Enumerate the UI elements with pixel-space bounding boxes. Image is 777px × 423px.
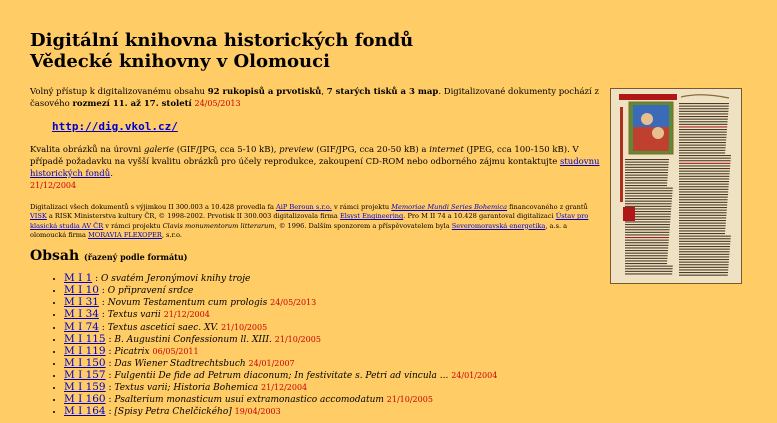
item-separator: : <box>105 334 115 345</box>
manuscript-title: Textus varii; Historia Bohemica <box>114 383 259 394</box>
item-separator: : <box>98 310 108 321</box>
manuscript-title: Textus varii <box>107 310 161 321</box>
content-item <box>64 309 600 321</box>
intro-date: 24/05/2013 <box>194 99 241 108</box>
item-separator: : <box>105 383 115 394</box>
item-separator: : <box>105 358 115 369</box>
content-subheading: (řazený podle formátu) <box>84 252 188 263</box>
reading-room-link[interactable]: studovnu historických fondů <box>30 157 600 179</box>
item-separator: : <box>98 298 108 309</box>
manuscript-link[interactable]: M I 159 <box>64 381 106 394</box>
manuscript-link[interactable]: M I 119 <box>64 344 106 357</box>
content-item <box>64 285 600 297</box>
content-item <box>64 358 600 370</box>
content-item <box>64 370 600 382</box>
manuscript-title: Fulgentii De fide ad Petrum diaconum; In festivitate s. Petri ad vincula ... <box>114 370 449 381</box>
item-separator: : <box>105 395 115 406</box>
content-item <box>64 273 600 285</box>
memoriae-mundi-link[interactable]: Memoriae Mundi Series Bohemica <box>391 203 508 211</box>
manuscript-link[interactable]: M I 150 <box>64 356 106 369</box>
content-item <box>64 346 600 358</box>
aip-beroun-link[interactable]: AiP Beroun s.r.o. <box>276 203 332 211</box>
quality-gallery: galerie <box>143 145 175 155</box>
manuscript-page-image <box>611 89 741 283</box>
intro-paragraph <box>30 86 600 110</box>
content-item <box>64 382 600 394</box>
quality-text-5: . <box>110 169 113 179</box>
elsyst-link[interactable]: Elsyst Engineering <box>339 212 404 221</box>
visk-link[interactable]: VISK <box>30 212 47 221</box>
title-line-2: Vědecké knihovny v Olomouci <box>30 51 330 72</box>
manuscript-link[interactable]: M I 1 <box>64 272 93 285</box>
quality-internet: internet <box>429 145 464 155</box>
quality-text-1: Kvalita obrázků na úrovni <box>30 145 144 155</box>
intro-bold-prints: 7 starých tisků a 3 map <box>326 87 439 97</box>
title-line-1: Digitální knihovna historických fondů <box>30 30 414 51</box>
content-item <box>64 394 600 406</box>
quality-paragraph <box>30 144 600 192</box>
item-date: 21/12/2004 <box>261 383 308 393</box>
item-date: 24/01/2004 <box>451 370 498 380</box>
quality-text-2: (GIF/JPG, cca 5-10 kB), <box>174 145 280 155</box>
content-item <box>64 406 600 418</box>
content-item <box>64 297 600 309</box>
credits-text-3: financovaného z grantů <box>507 203 588 211</box>
manuscript-title: [Spisy Petra Chelčického] <box>114 407 232 418</box>
item-date: 24/01/2007 <box>248 358 295 368</box>
manuscript-link[interactable]: M I 164 <box>64 405 106 418</box>
manuscript-thumbnail[interactable] <box>610 88 742 284</box>
manuscript-link[interactable]: M I 10 <box>64 284 99 297</box>
credits-text-9: , s.r.o. <box>161 230 182 239</box>
clavis-project: Clavis monumentorum litterarum <box>162 221 275 230</box>
credits-text-8: , a.s. a olomoucká firma <box>30 221 568 239</box>
item-separator: : <box>105 346 115 357</box>
quality-text-3: (GIF/JPG, cca 20-50 kB) a <box>313 145 430 155</box>
item-date: 21/10/2005 <box>274 334 321 344</box>
manuscript-title: B. Augustini Confessionum ll. XIII. <box>114 334 272 345</box>
manuscript-title: Picatrix <box>114 346 150 357</box>
manuscript-link[interactable]: M I 31 <box>64 296 99 309</box>
item-separator: : <box>92 274 102 285</box>
manuscript-link[interactable]: M I 34 <box>64 308 99 321</box>
moravia-flexoper-link[interactable]: MORAVIA FLEXOPER <box>88 230 162 239</box>
quality-preview: preview <box>279 145 314 155</box>
manuscript-title: Das Wiener Stadtrechtsbuch <box>114 358 246 369</box>
item-date: 24/05/2013 <box>270 298 317 308</box>
credits-text-7: , © 1996. Dalším sponzorem a příspěvovatelem byla <box>274 221 452 230</box>
item-separator: : <box>105 407 115 418</box>
item-separator: : <box>105 370 115 381</box>
quality-date: 21/12/2004 <box>30 181 77 190</box>
digital-library-link[interactable]: http://dig.vkol.cz/ <box>52 120 178 133</box>
item-date: 21/10/2005 <box>221 322 268 332</box>
manuscript-title: O připravení srdce <box>107 286 194 297</box>
item-separator: : <box>98 286 108 297</box>
item-date: 21/10/2005 <box>386 395 433 405</box>
severomoravska-link[interactable]: Severomoravská energetika <box>451 221 546 230</box>
credits-text-4: a RISK Ministerstva kultury ČR, © 1998-2002. Prvotisk II 300.003 digitalizovala firma <box>46 212 340 221</box>
intro-bold-range: rozmezí 11. až 17. století <box>72 99 192 109</box>
credits-text-5: . Pro M II 74 a 10.428 garantoval digitalizaci <box>403 212 556 221</box>
intro-text-1: Volný přístup k digitalizovanému obsahu <box>30 87 208 97</box>
item-date: 06/05/2011 <box>152 346 199 356</box>
content-heading-text: Obsah <box>30 248 80 265</box>
credits-text-2: v rámci projektu <box>331 203 392 211</box>
intro-text-3: . Digitalizované dokumenty pochází z časového <box>30 87 599 109</box>
quality-text-4: (JPEG, cca 100-150 kB). V případě požadavku na vyšší kvalitu obrázků pro účely reprodukce, zakoupení CD-ROM nebo odborného zájmu kontaktujte <box>30 145 579 167</box>
intro-text-2: , <box>321 87 327 97</box>
manuscript-title: Novum Testamentum cum prologis <box>107 298 268 309</box>
item-date: 19/04/2003 <box>234 407 281 417</box>
page-title <box>30 30 600 72</box>
intro-bold-manuscripts: 92 rukopisů a prvotisků <box>207 87 322 97</box>
content-list <box>30 273 600 418</box>
content-item <box>64 334 600 346</box>
credits-paragraph <box>30 203 600 240</box>
item-separator: : <box>98 322 108 333</box>
manuscript-link[interactable]: M I 157 <box>64 368 106 381</box>
credits-text-6: v rámci projektu <box>103 221 163 230</box>
manuscript-link[interactable]: M I 74 <box>64 320 99 333</box>
manuscript-title: Textus ascetici saec. XV. <box>107 322 219 333</box>
manuscript-link[interactable]: M I 115 <box>64 332 106 345</box>
content-item <box>64 322 600 334</box>
manuscript-title: O svatém Jeronýmovi knihy troje <box>101 274 251 285</box>
main-content <box>30 30 600 418</box>
item-date: 21/12/2004 <box>163 310 210 320</box>
credits-text-1: Digitalizaci všech dokumentů s výjimkou II 300.003 a 10.428 provedla fa <box>30 203 277 211</box>
content-heading <box>30 248 600 264</box>
manuscript-link[interactable]: M I 160 <box>64 393 106 406</box>
manuscript-title: Psalterium monasticum usui extramonastico accomodatum <box>114 395 384 406</box>
classical-studies-link[interactable]: Ústav pro klasická studia AV ČR <box>30 212 589 230</box>
